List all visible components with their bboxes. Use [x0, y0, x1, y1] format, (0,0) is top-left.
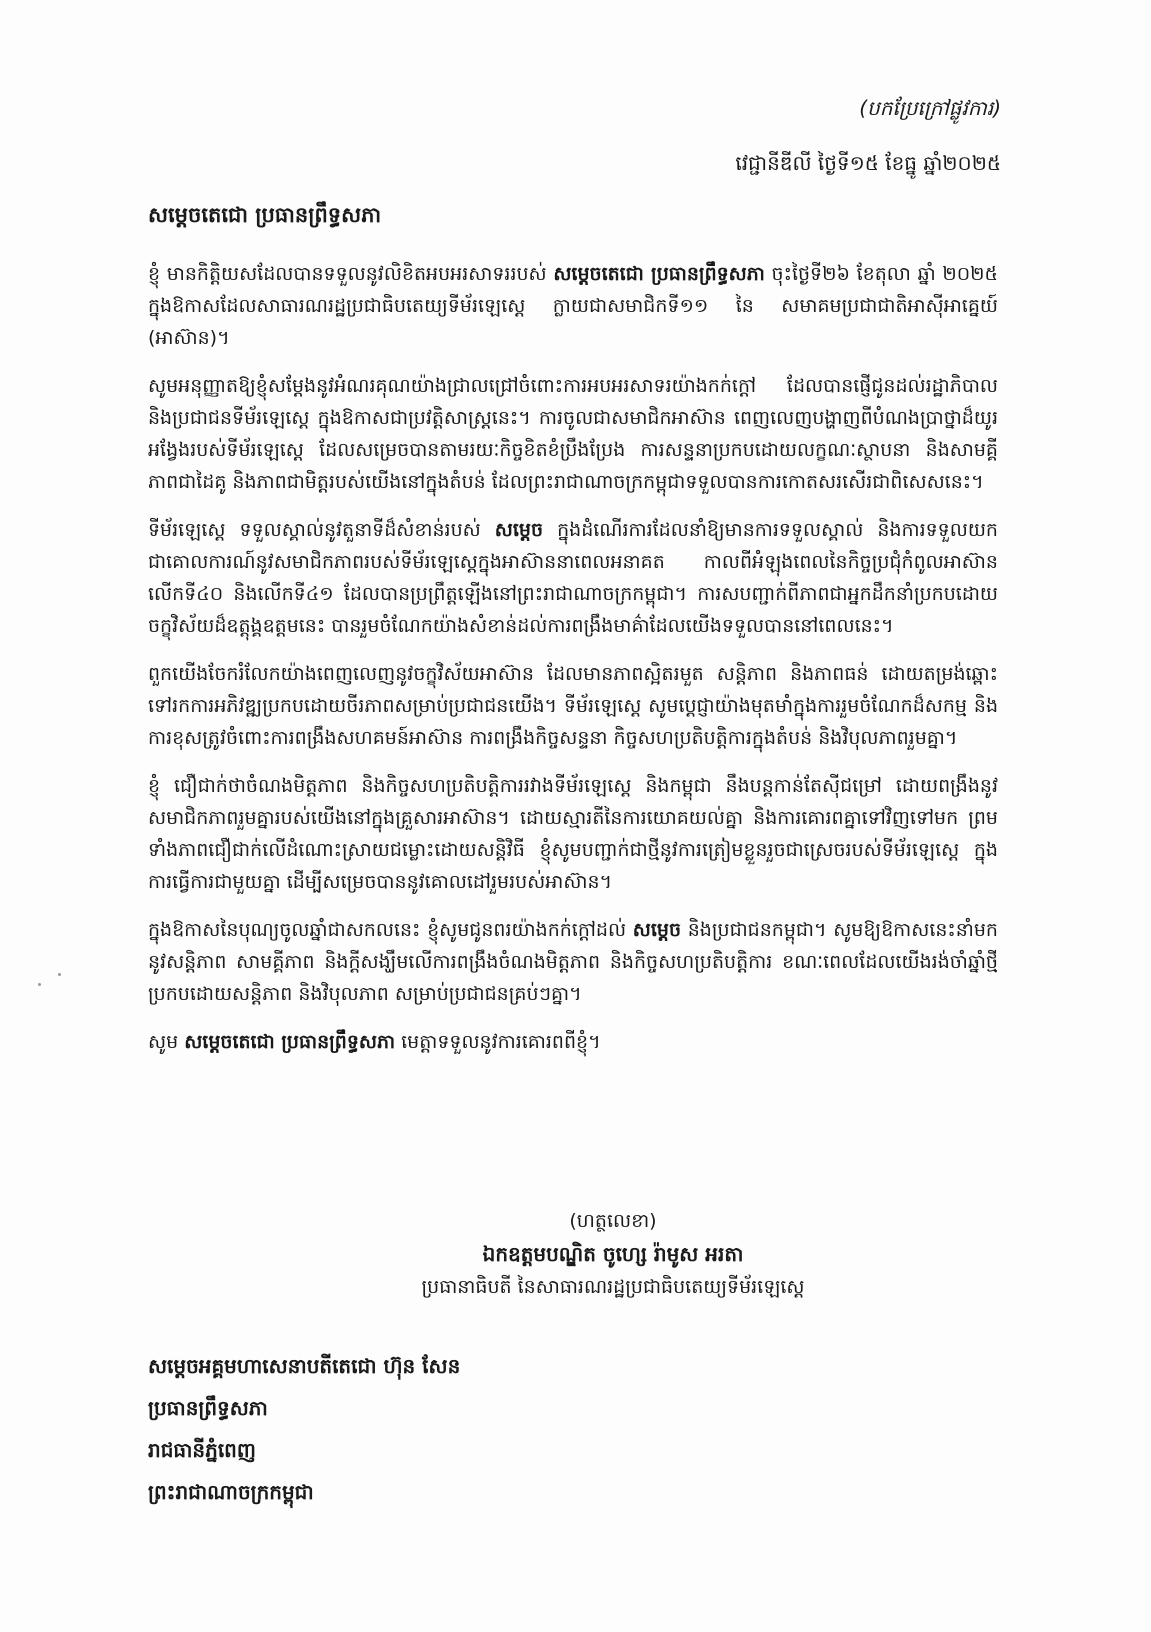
signature-block — [148, 1205, 998, 1303]
scan-speck — [38, 983, 41, 986]
dateline: វេជ្ជានីឌីលី ថ្ងៃទី១៥ ខែធ្នូ ឆ្នាំ២០២៥ — [735, 151, 1001, 175]
paragraph-5: ខ្ញុំ ជឿជាក់ថាចំណងមិត្តភាព និងកិច្ចសហប្រតិបត្តិការរវាងទីម័រឡេស្តេ និងកម្ពុជា នឹងបន្តកាន់តែស៊ីជម្រៅ ដោយពង្រឹងនូវសមាជិកភាពរួមគ្នារបស់យើងនៅក្នុងគ្រួសារអាស៊ាន។ ដោយស្មារតីនៃការយោគយល់គ្នា និងការគោរពគ្នាទៅវិញទៅមក ព្រមទាំងភាពជឿជាក់លើដំណោះស្រាយជម្លោះដោយសន្តិវិធី ខ្ញុំសូមបញ្ជាក់ជាថ្មីនូវការត្រៀមខ្លួនរួចជាស្រេចរបស់ទីម័រឡេស្តេ ក្នុងការធ្វើការជាមួយគ្នា ដើម្បីសម្រេចបាននូវគោលដៅរួមរបស់អាស៊ាន។ — [148, 775, 998, 893]
recipient-country: ព្រះរាជាណាចក្រកម្ពុជា — [148, 1480, 314, 1504]
paragraph-6: ក្នុងឱកាសនៃបុណ្យចូលឆ្នាំជាសកលនេះ ខ្ញុំសូមជូនពរយ៉ាងកក់ក្តៅដល់ សម្តេច និងប្រជាជនកម្ពុជា។ សូមឱ្យឱកាសនេះនាំមកនូវសន្តិភាព សាមគ្គីភាព និងក្តីសង្ឃឹមលើការពង្រឹងចំណងមិត្តភាព និងកិច្ចសហប្រតិបត្តិការ ខណៈពេលដែលយើងរង់ចាំឆ្នាំថ្មីប្រកបដោយសន្តិភាព និងវិបុលភាព សម្រាប់ប្រជាជនគ្រប់ៗគ្នា។ — [148, 919, 998, 1005]
signatory-name: ឯកឧត្តមបណ្ឌិត ចូហ្សេ រ៉ាមូស អរតា — [482, 1242, 744, 1266]
recipient-city: រាជធានីភ្នំពេញ — [148, 1438, 256, 1462]
paragraph-4: ពួកយើងចែករំលែកយ៉ាងពេញលេញនូវចក្ខុវិស័យអាស៊ាន ដែលមានភាពស្អិតរមួត សន្តិភាព និងភាពធន់ ដោយតម្រង់ឆ្ពោះទៅរកការអភិវឌ្ឍប្រកបដោយចីរភាពសម្រាប់ប្រជាជនយើង។ ទីម័រឡេស្តេ សូមប្តេជ្ញាយ៉ាងមុតមាំក្នុងការរួមចំណែកដ៏សកម្ម និងការខុសត្រូវចំពោះការពង្រឹងសហគមន៍អាស៊ាន ការពង្រឹងកិច្ចសន្ទនា កិច្ចសហប្រតិបត្តិការក្នុងតំបន់ និងវិបុលភាពរួមគ្នា។ — [148, 663, 998, 749]
salutation: សម្តេចតេជោ ប្រធានព្រឹទ្ធសភា — [148, 203, 382, 227]
recipient-name: សម្តេចអគ្គមហាសេនាបតីតេជោ ហ៊ុន សែន — [148, 1354, 461, 1378]
paragraph-2: សូមអនុញ្ញាតឱ្យខ្ញុំសម្តែងនូវអំណរគុណយ៉ាងជ្រាលជ្រៅចំពោះការអបអរសាទរយ៉ាងកក់ក្តៅ ដែលបានផ្ញើជូនដល់រដ្ឋាភិបាល និងប្រជាជនទីម័រឡេស្តេ ក្នុងឱកាសជាប្រវត្តិសាស្ត្រនេះ។ ការចូលជាសមាជិកអាស៊ាន ពេញលេញបង្ហាញពីបំណងប្រាថ្នាដ៏យូរអង្វែងរបស់ទីម័រឡេស្តេ ដែលសម្រេចបានតាមរយៈកិច្ចខិតខំប្រឹងប្រែង ការសន្ទនាប្រកបដោយលក្ខណៈស្ថាបនា និងសាមគ្គីភាពជាដៃគូ និងភាពជាមិត្តរបស់យើងនៅក្នុងតំបន់ ដែលព្រះរាជាណាចក្រកម្ពុជាទទួលបានការកោតសរសើរជាពិសេសនេះ។ — [148, 375, 998, 493]
scan-speck — [58, 973, 61, 976]
recipient-block — [148, 1345, 460, 1513]
signatory-title: ប្រធានាធិបតី នៃសាធារណរដ្ឋប្រជាធិបតេយ្យទីម័រឡេស្តេ — [421, 1276, 805, 1298]
letter-body — [148, 258, 998, 1058]
unofficial-translation-note: (បកប្រែក្រៅផ្លូវការ) — [859, 96, 1001, 120]
closing-line: សូម សម្តេចតេជោ ប្រធានព្រឹទ្ធសភា មេត្តាទទួលនូវការគោរពពីខ្ញុំ។ — [148, 1031, 601, 1053]
paragraph-1: ខ្ញុំ មានកិត្តិយសដែលបានទទួលនូវលិខិតអបអរសាទររបស់ សម្តេចតេជោ ប្រធានព្រឹទ្ធសភា ចុះថ្ងៃទី២៦ ខែតុលា ឆ្នាំ ២០២៥ ក្នុងឱកាសដែលសាធារណរដ្ឋប្រជាធិបតេយ្យទីម័រឡេស្តេ ក្លាយជាសមាជិកទី១១ នៃ សមាគមប្រជាជាតិអាស៊ីអាគ្នេយ៍ (អាស៊ាន)។ — [148, 263, 998, 349]
signature-note: (ហត្ថលេខា) — [569, 1210, 657, 1232]
recipient-position: ប្រធានព្រឹទ្ធសភា — [148, 1396, 268, 1420]
paragraph-3: ទីម័រឡេស្តេ ទទួលស្គាល់នូវតួនាទីដ៏សំខាន់របស់ សម្តេច ក្នុងដំណើរការដែលនាំឱ្យមានការទទួលស្គាល់ និងការទទួលយកជាគោលការណ៍នូវសមាជិកភាពរបស់ទីម័រឡេស្តេក្នុងអាស៊ាននាពេលអនាគត កាលពីអំឡុងពេលនៃកិច្ចប្រជុំកំពូលអាស៊ានលើកទី៤០ និងលើកទី៤១ ដែលបានប្រព្រឹត្តឡើងនៅព្រះរាជាណាចក្រកម្ពុជា។ ការសបញ្ជាក់ពីភាពជាអ្នកដឹកនាំប្រកបដោយចក្ខុវិស័យដ៏ឧត្តុង្គឧត្តមនេះ បានរួមចំណែកយ៉ាងសំខាន់ដល់ការពង្រឹងមាគ៌ាដែលយើងទទួលបាននៅពេលនេះ។ — [148, 519, 998, 637]
